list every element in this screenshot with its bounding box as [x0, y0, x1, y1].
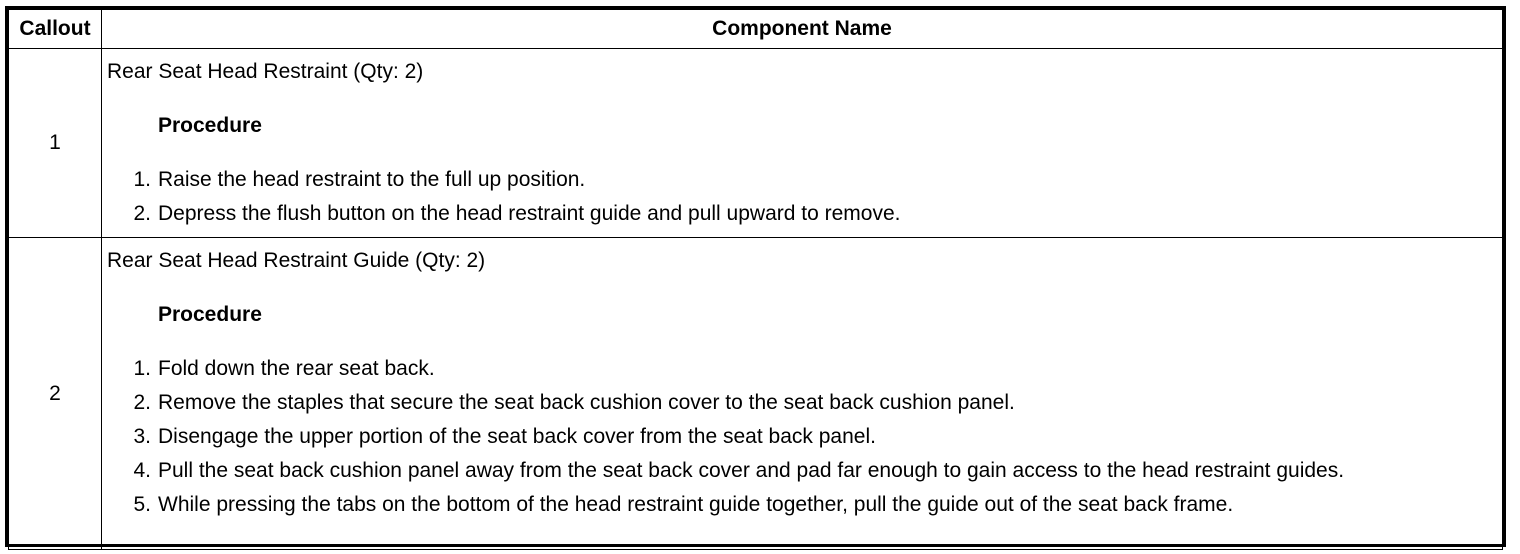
step-number: 1.	[133, 357, 151, 380]
component-cell	[102, 238, 1503, 550]
component-name-header: Component Name	[102, 10, 1503, 49]
step-text: While pressing the tabs on the bottom of the head restraint guide together, pull the guide out of the seat back frame.	[158, 493, 1234, 516]
step-text: Raise the head restraint to the full up position.	[158, 168, 586, 191]
step-number: 1.	[133, 168, 151, 191]
header-row	[9, 10, 1503, 49]
step-item	[107, 458, 1502, 484]
step-number: 2.	[133, 391, 151, 414]
table-row	[9, 49, 1503, 238]
step-list	[107, 167, 1502, 227]
step-number: 5.	[133, 493, 151, 516]
step-item	[107, 167, 1502, 193]
step-text: Depress the flush button on the head restraint guide and pull upward to remove.	[158, 202, 901, 225]
step-text: Disengage the upper portion of the seat back cover from the seat back panel.	[158, 425, 876, 448]
callout-cell: 2	[9, 238, 102, 550]
component-table	[5, 6, 1506, 547]
step-item	[107, 492, 1502, 518]
table-row	[9, 238, 1503, 550]
callout-cell: 1	[9, 49, 102, 238]
step-list	[107, 356, 1502, 518]
step-text: Remove the staples that secure the seat back cushion cover to the seat back cushion panel.	[158, 391, 1015, 414]
step-item	[107, 201, 1502, 227]
step-item	[107, 390, 1502, 416]
component-title: Rear Seat Head Restraint Guide (Qty: 2)	[107, 249, 486, 272]
step-item	[107, 356, 1502, 382]
step-text: Pull the seat back cushion panel away from the seat back cover and pad far enough to gain access to the head restraint guides.	[158, 459, 1345, 482]
step-text: Fold down the rear seat back.	[158, 357, 435, 380]
component-title: Rear Seat Head Restraint (Qty: 2)	[107, 60, 424, 83]
component-cell	[102, 49, 1503, 238]
procedure-table	[8, 9, 1503, 550]
procedure-heading: Procedure	[158, 114, 262, 137]
step-number: 2.	[133, 202, 151, 225]
callout-header: Callout	[9, 10, 102, 49]
procedure-heading: Procedure	[158, 303, 262, 326]
step-item	[107, 424, 1502, 450]
step-number: 3.	[133, 425, 151, 448]
step-number: 4.	[133, 459, 151, 482]
